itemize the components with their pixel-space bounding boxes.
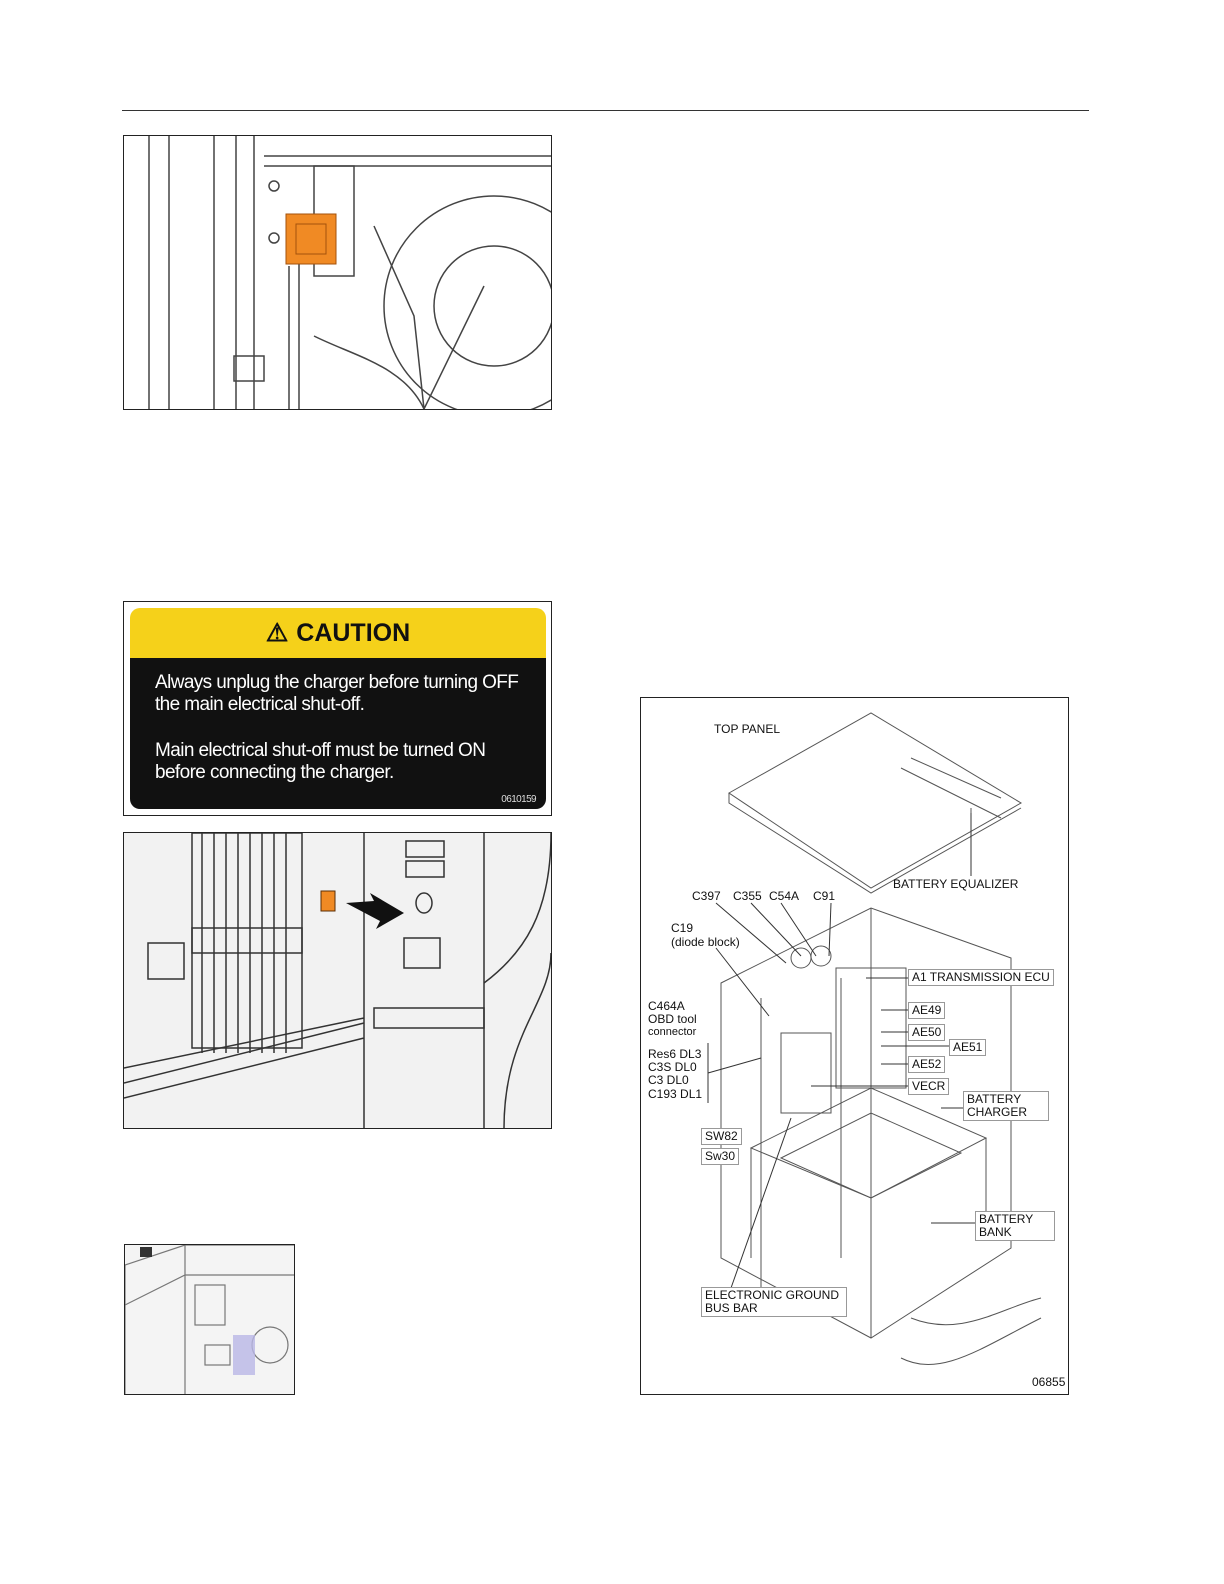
label-c397: C397 — [692, 889, 721, 903]
label-connector: connector — [648, 1026, 697, 1038]
outlet-location-figure — [123, 832, 552, 1129]
header-rule — [122, 110, 1089, 111]
label-battery-bank: BATTERY BANK — [975, 1211, 1055, 1241]
label-top-panel: TOP PANEL — [714, 722, 781, 736]
charger-outlet-drawing — [124, 136, 551, 409]
label-ae49: AE49 — [908, 1002, 945, 1019]
charger-outlet-figure — [123, 135, 552, 410]
label-battery-equalizer: BATTERY EQUALIZER — [893, 877, 1019, 891]
label-c464a: C464A — [648, 999, 685, 1013]
label-vecr: VECR — [908, 1078, 949, 1095]
label-sw82: SW82 — [701, 1128, 742, 1145]
arrow-icon — [346, 893, 404, 929]
label-c54a: C54A — [769, 889, 800, 903]
label-c91: C91 — [813, 889, 836, 903]
label-c355: C355 — [733, 889, 762, 903]
caution-body — [130, 658, 546, 809]
caution-header: ⚠ CAUTION — [130, 608, 546, 658]
label-electronic-ground-bus-bar: ELECTRONIC GROUND BUS BAR — [701, 1287, 847, 1317]
vehicle-rear-drawing — [125, 1245, 294, 1394]
label-c19: C19 — [671, 921, 694, 935]
label-diode-block: (diode block) — [671, 935, 740, 949]
caution-label — [123, 601, 552, 816]
label-c193-dl1: C193 DL1 — [648, 1087, 703, 1101]
vehicle-thumbnail-figure — [124, 1244, 295, 1395]
caution-text-2: Main electrical shut-off must be turned ON before connecting the charger. — [155, 740, 486, 783]
warning-triangle-icon: ⚠ — [265, 619, 289, 647]
label-c3-dl0: C3 DL0 — [648, 1073, 689, 1087]
label-obd-tool: OBD tool — [648, 1012, 697, 1026]
battery-compartment-diagram — [640, 697, 1069, 1395]
figure-code: 0610159 — [501, 794, 536, 805]
label-ae52: AE52 — [908, 1056, 945, 1073]
label-battery-charger: BATTERY CHARGER — [963, 1091, 1049, 1121]
figure-code: 06855 — [1032, 1375, 1066, 1389]
label-a1-transmission-ecu: A1 TRANSMISSION ECU — [908, 969, 1054, 986]
label-sw30: Sw30 — [701, 1148, 739, 1165]
caution-text-1: Always unplug the charger before turning OFF the main electrical shut-off. — [155, 672, 519, 715]
label-c3s-dl0: C3S DL0 — [648, 1060, 697, 1074]
label-ae51: AE51 — [949, 1039, 986, 1056]
label-ae50: AE50 — [908, 1024, 945, 1041]
label-res6-dl3: Res6 DL3 — [648, 1047, 702, 1061]
vehicle-side-drawing — [124, 833, 551, 1128]
